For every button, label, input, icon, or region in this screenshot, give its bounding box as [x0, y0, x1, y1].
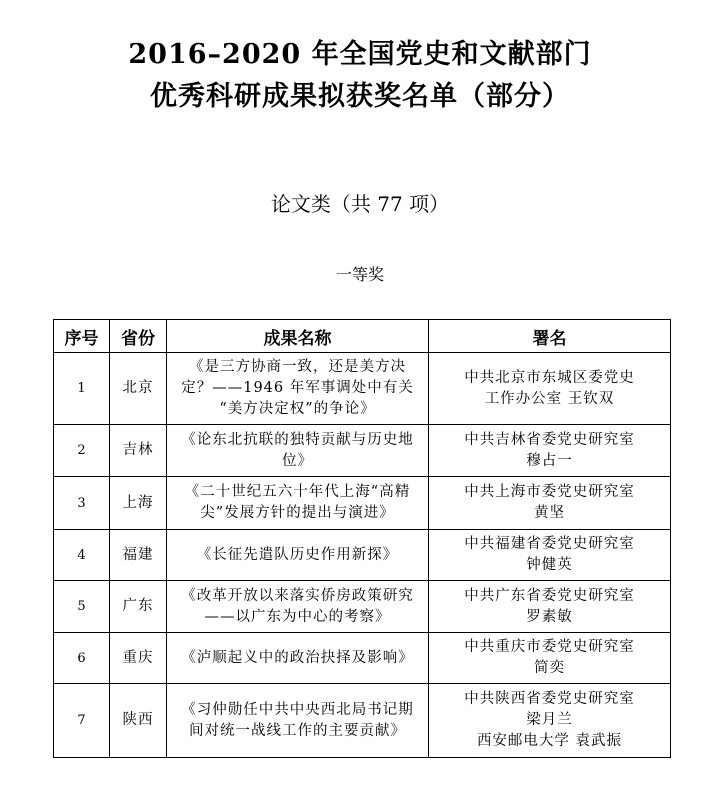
row-number: 6 — [54, 633, 110, 684]
row-province: 重庆 — [110, 633, 167, 684]
row-title-line: “美方决定权”的争论》 — [219, 401, 376, 417]
row-province: 福建 — [110, 530, 167, 581]
row-author-line: 钟健英 — [526, 557, 573, 573]
row-province: 广东 — [110, 581, 167, 633]
table-row — [54, 530, 671, 581]
row-title-line: 《泸顺起义中的政治抉择及影响》 — [181, 649, 414, 666]
row-title-line: 《论东北抗联的独特贡献与历史地 — [181, 431, 414, 448]
row-title-line: 定？——1946 年军事调处中有关 — [181, 380, 414, 396]
row-author — [429, 633, 671, 684]
row-author-line: 罗素敏 — [526, 608, 573, 625]
row-author — [429, 530, 671, 581]
table-row — [54, 684, 671, 758]
row-number: 5 — [54, 581, 110, 633]
row-number: 2 — [54, 425, 110, 477]
row-title — [167, 477, 429, 530]
table-header-row — [54, 320, 671, 353]
row-province: 上海 — [110, 477, 167, 530]
row-author — [429, 477, 671, 530]
table-row — [54, 353, 671, 425]
row-province: 陕西 — [110, 684, 167, 758]
row-title-line: 尖”发展方针的提出与演进》 — [200, 505, 395, 521]
row-title-line: 《长征先遣队历史作用新探》 — [196, 546, 399, 563]
row-author — [429, 581, 671, 633]
row-title — [167, 425, 429, 477]
row-author-line: 中共重庆市委党史研究室 — [464, 639, 635, 655]
row-title-line: 《二十世纪五六十年代上海“高精 — [184, 484, 411, 500]
row-province: 吉林 — [110, 425, 167, 477]
row-title — [167, 353, 429, 425]
row-title-line: 位》 — [282, 452, 313, 469]
document-title-line-2: 优秀科研成果拟获奖名单（部分） — [150, 81, 570, 112]
row-title-line: 《习仲勋任中共中央西北局书记期 — [181, 701, 414, 718]
row-title — [167, 530, 429, 581]
row-number: 1 — [54, 353, 110, 425]
row-author — [429, 684, 671, 758]
column-header-no: 序号 — [54, 320, 110, 353]
row-title — [167, 633, 429, 684]
row-number: 4 — [54, 530, 110, 581]
row-title-line: 《改革开放以来落实侨房政策研究 — [181, 587, 414, 604]
column-header-province: 省份 — [110, 320, 167, 353]
column-header-author: 署名 — [429, 320, 671, 353]
row-author-line: 黄坚 — [534, 505, 565, 521]
document-title-line-1: 2016–2020 年全国党史和文献部门 — [128, 39, 592, 70]
row-author-line: 穆占一 — [526, 452, 573, 469]
row-title — [167, 581, 429, 633]
row-author-line: 中共广东省委党史研究室 — [464, 587, 635, 604]
row-author-line: 中共北京市东城区委党史 — [464, 369, 635, 386]
row-number: 7 — [54, 684, 110, 758]
row-author-line: 中共吉林省委党史研究室 — [464, 431, 635, 448]
table-row — [54, 425, 671, 477]
row-author-line: 简奕 — [534, 660, 565, 676]
table-body — [54, 353, 671, 758]
row-author — [429, 353, 671, 425]
row-author-line: 梁月兰 — [526, 712, 573, 728]
row-author-line: 工作办公室 王钦双 — [484, 390, 615, 407]
row-author-line: 中共上海市委党史研究室 — [464, 484, 635, 500]
row-author-line: 西安邮电大学 袁武振 — [476, 733, 623, 749]
row-title — [167, 684, 429, 758]
row-author — [429, 425, 671, 477]
table-row — [54, 477, 671, 530]
row-province: 北京 — [110, 353, 167, 425]
award-level-heading: 一等奖 — [335, 265, 384, 284]
row-title-line: ——以广东为中心的考察》 — [204, 608, 391, 625]
row-title-line: 间对统一战线工作的主要贡献》 — [189, 722, 406, 739]
table-row — [54, 633, 671, 684]
category-heading: 论文类（共 77 项） — [270, 192, 450, 216]
row-title-line: 《是三方协商一致，还是美方决 — [189, 359, 406, 375]
row-author-line: 中共福建省委党史研究室 — [464, 536, 635, 552]
column-header-title: 成果名称 — [167, 320, 429, 353]
award-table — [53, 319, 671, 758]
row-author-line: 中共陕西省委党史研究室 — [464, 691, 635, 707]
row-number: 3 — [54, 477, 110, 530]
table-row — [54, 581, 671, 633]
